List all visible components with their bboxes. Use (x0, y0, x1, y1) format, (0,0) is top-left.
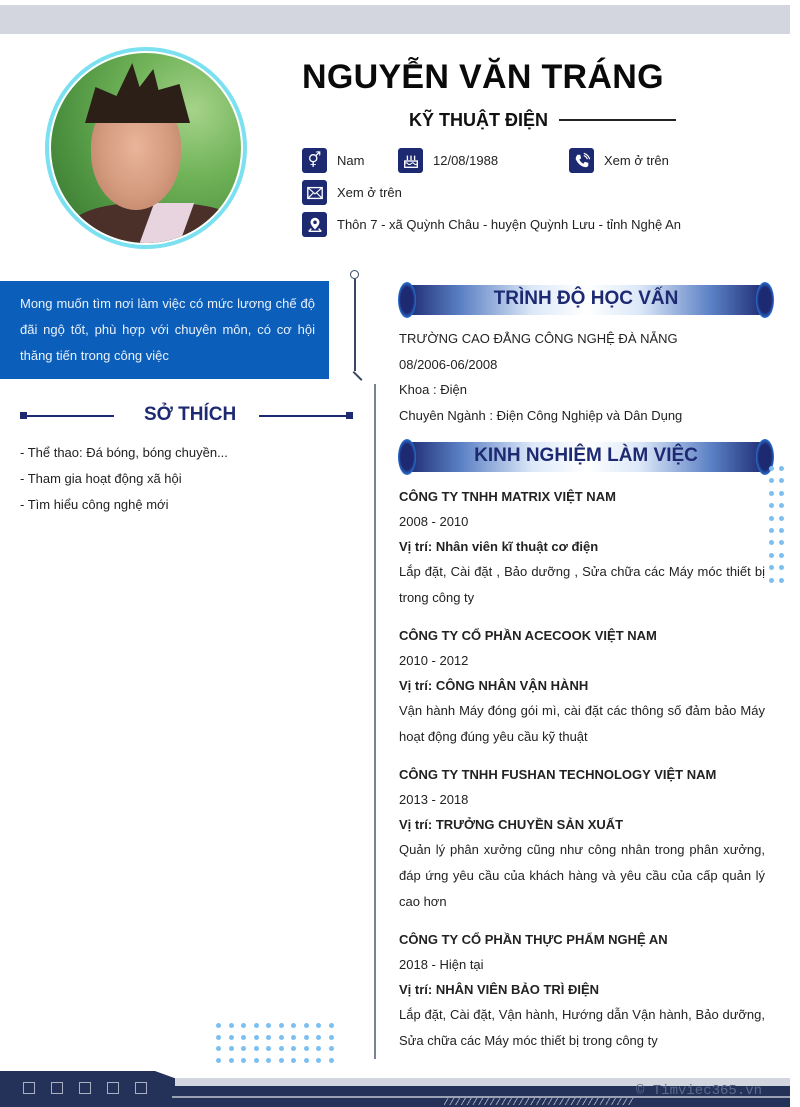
experience-banner (398, 439, 774, 475)
education-banner (398, 282, 774, 318)
education-period: 08/2006-06/2008 (399, 356, 498, 372)
decor-dots (769, 466, 789, 590)
company-name: CÔNG TY CỔ PHẦN ACECOOK VIỆT NAM (399, 628, 657, 643)
timeline-line (353, 371, 363, 381)
experience-item (399, 623, 765, 750)
candidate-name: NGUYỄN VĂN TRÁNG (302, 58, 664, 96)
square-icon (79, 1082, 91, 1094)
avatar-photo (49, 51, 243, 245)
contact-gender (302, 148, 364, 173)
top-decor-band (0, 5, 790, 34)
work-period: 2010 - 2012 (399, 653, 469, 668)
job-position: Vị trí: TRƯỞNG CHUYỀN SẢN XUẤT (399, 817, 624, 832)
phone-icon (569, 148, 594, 173)
list-item: - Thể thao: Đá bóng, bóng chuyền... (20, 445, 228, 460)
hobbies-list (20, 440, 228, 518)
school-name: TRƯỜNG CAO ĐẲNG CÔNG NGHỆ ĐÀ NẴNG (399, 331, 678, 346)
timeline-node (350, 270, 359, 279)
job-position: Vị trí: NHÂN VIÊN BẢO TRÌ ĐIỆN (399, 982, 600, 997)
experience-item (399, 927, 765, 1054)
birthday-value: 12/08/1988 (433, 153, 499, 168)
gender-value: Nam (337, 153, 365, 168)
company-name: CÔNG TY TNHH FUSHAN TECHNOLOGY VIỆT NAM (399, 767, 717, 782)
company-name: CÔNG TY TNHH MATRIX VIỆT NAM (399, 489, 616, 504)
footer-hatch (444, 1097, 634, 1105)
decor-dots (216, 1023, 341, 1069)
experience-item (399, 484, 765, 611)
square-icon (51, 1082, 63, 1094)
education-section (399, 326, 682, 428)
job-position: Vị trí: CÔNG NHÂN VẬN HÀNH (399, 678, 589, 693)
career-objective: Mong muốn tìm nơi làm việc có mức lương chế độ đãi ngộ tốt, phù hợp với chuyên môn, có cơ hội thăng tiến trong công việc (0, 281, 329, 379)
location-pin-icon (302, 212, 327, 237)
faculty: Khoa : Điện (399, 382, 467, 397)
contact-address (302, 212, 681, 237)
experience-item (399, 762, 765, 915)
job-description: Lắp đặt, Cài đặt, Vận hành, Hướng dẫn Vận hành, Bảo dưỡng, Sửa chữa các Máy móc thiết bị trong công ty (399, 1007, 765, 1048)
job-description: Quản lý phân xưởng cũng như công nhân trong phân xưởng, đáp ứng yêu cầu của khách hàng và yêu cầu của cấp quản lý cao hơn (399, 842, 765, 909)
square-icon (107, 1082, 119, 1094)
contact-email (302, 180, 402, 205)
address-value: Thôn 7 - xã Quỳnh Châu - huyện Quỳnh Lưu - tỉnh Nghệ An (337, 217, 682, 232)
job-description: Vận hành Máy đóng gói mì, cài đặt các thông số đảm bảo Máy hoạt động đúng yêu cầu kỹ thuật (399, 703, 765, 744)
column-divider (374, 384, 376, 1059)
major: Chuyên Ngành : Điện Công Nghiệp và Dân Dụng (399, 407, 683, 423)
envelope-icon (302, 180, 327, 205)
timeline-line (354, 279, 356, 371)
work-period: 2013 - 2018 (399, 792, 469, 807)
watermark: © Timviec365.vn (636, 1083, 763, 1099)
work-period: 2008 - 2010 (399, 514, 469, 529)
work-period: 2018 - Hiện tại (399, 957, 484, 972)
education-heading: TRÌNH ĐỘ HỌC VẤN (493, 288, 679, 309)
avatar (45, 47, 247, 249)
title-divider (559, 119, 676, 121)
footer-squares (23, 1082, 147, 1094)
birthday-cake-icon (398, 148, 423, 173)
heading-rule (22, 415, 114, 417)
decor-square (346, 412, 353, 419)
job-description: Lắp đặt, Cài đặt , Bảo dưỡng , Sửa chữa các Máy móc thiết bị trong công ty (399, 564, 765, 605)
square-icon (23, 1082, 35, 1094)
hobbies-heading: SỞ THÍCH (144, 404, 237, 425)
job-position: Vị trí: Nhân viên kĩ thuật cơ điện (399, 539, 599, 554)
contact-phone (569, 148, 669, 173)
list-item: - Tìm hiểu công nghệ mới (20, 497, 169, 512)
contact-birthday (398, 148, 498, 173)
experience-heading: KINH NGHIỆM LÀM VIỆC (474, 445, 698, 466)
gender-icon: ⚥ (302, 148, 327, 173)
square-icon (135, 1082, 147, 1094)
company-name: CÔNG TY CỔ PHẦN THỰC PHẨM NGHỆ AN (399, 932, 668, 947)
list-item: - Tham gia hoạt động xã hội (20, 471, 182, 486)
phone-value: Xem ở trên (604, 153, 669, 168)
email-value: Xem ở trên (337, 185, 402, 200)
job-title: KỸ THUẬT ĐIỆN (409, 110, 548, 130)
heading-rule (259, 415, 351, 417)
